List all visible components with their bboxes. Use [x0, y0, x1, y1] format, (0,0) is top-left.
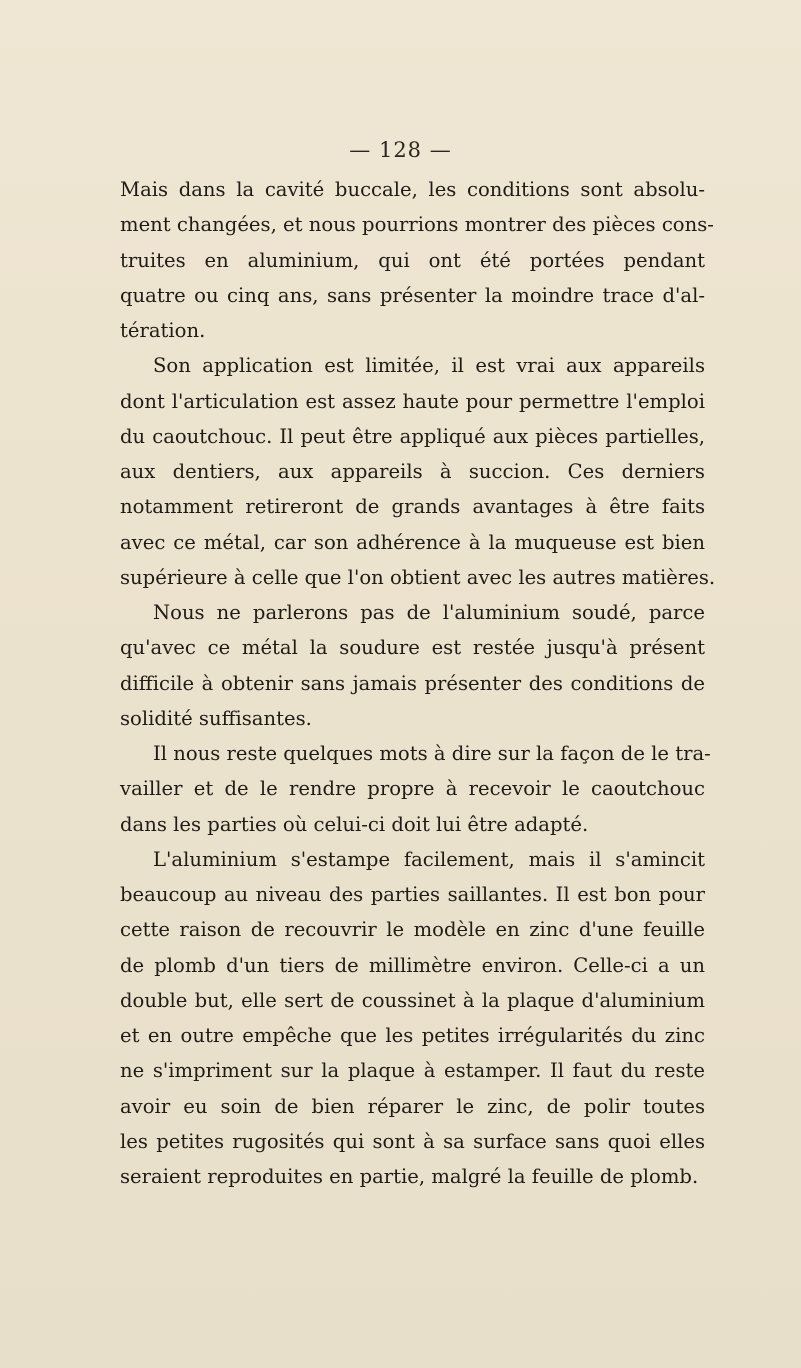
- text-line: Nous ne parlerons pas de l'aluminium soudé, parce: [153, 601, 705, 624]
- text-line: vailler et de le rendre propre à recevoir le caoutchouc: [120, 777, 705, 801]
- text-line: tération.: [120, 319, 206, 342]
- text-line: dans les parties où celui-ci doit lui être adapté.: [120, 812, 589, 836]
- body-text: [120, 172, 716, 1194]
- text-line: Mais dans la cavité buccale, les conditions sont absolu-: [120, 178, 705, 201]
- text-line: cette raison de recouvrir le modèle en zinc d'une feuille: [120, 918, 705, 942]
- paragraph: [120, 842, 705, 1195]
- text-line: aux dentiers, aux appareils à succion. Ces derniers: [120, 460, 705, 483]
- paragraph: [120, 736, 711, 842]
- text-line: les petites rugosités qui sont à sa surface sans quoi elles: [120, 1129, 705, 1153]
- text-line: dont l'articulation est assez haute pour permettre l'emploi: [120, 389, 705, 413]
- text-line: beaucoup au niveau des parties saillantes. Il est bon pour: [120, 883, 705, 906]
- text-line: avoir eu soin de bien réparer le zinc, de polir toutes: [120, 1094, 705, 1118]
- text-line: L'aluminium s'estampe facilement, mais il s'amincit: [153, 847, 705, 871]
- page-number: — 128 —: [349, 138, 452, 162]
- text-line: quatre ou cinq ans, sans présenter la moindre trace d'al-: [120, 283, 705, 307]
- text-line: ne s'impriment sur la plaque à estamper. Il faut du reste: [120, 1059, 705, 1083]
- text-line: ment changées, et nous pourrions montrer des pièces cons-: [120, 213, 714, 237]
- text-line: truites en aluminium, qui ont été portées pendant: [120, 248, 705, 272]
- text-line: qu'avec ce métal la soudure est restée jusqu'à présent: [120, 636, 705, 660]
- paragraph: [120, 595, 705, 736]
- paragraph: [120, 172, 714, 348]
- paragraph: [120, 348, 716, 595]
- text-line: double but, elle sert de coussinet à la plaque d'aluminium: [120, 988, 705, 1012]
- text-line: seraient reproduites en partie, malgré la feuille de plomb.: [120, 1165, 699, 1188]
- text-line: de plomb d'un tiers de millimètre environ. Celle-ci a un: [120, 953, 705, 977]
- text-line: Il nous reste quelques mots à dire sur la façon de le tra-: [153, 742, 711, 765]
- text-line: et en outre empêche que les petites irrégularités du zinc: [120, 1024, 705, 1047]
- text-line: supérieure à celle que l'on obtient avec les autres matières.: [120, 565, 716, 589]
- text-line: avec ce métal, car son adhérence à la muqueuse est bien: [120, 530, 705, 554]
- text-line: solidité suffisantes.: [120, 706, 312, 730]
- text-line: difficile à obtenir sans jamais présenter des conditions de: [120, 671, 705, 695]
- text-line: notamment retireront de grands avantages à être faits: [120, 495, 705, 519]
- text-line: du caoutchouc. Il peut être appliqué aux pièces partielles,: [120, 424, 705, 448]
- text-line: Son application est limitée, il est vrai aux appareils: [153, 354, 705, 378]
